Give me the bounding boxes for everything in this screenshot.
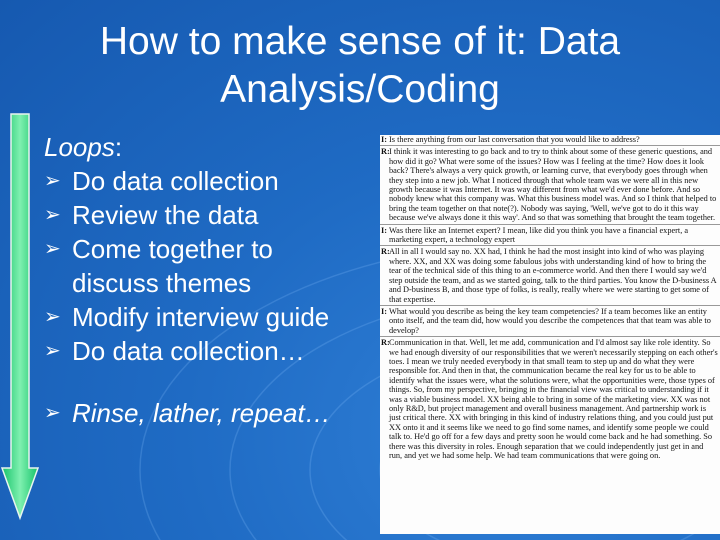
arrow-bullet-icon: ➢ [44,306,61,328]
loops-list [44,130,374,430]
transcript-entry: R: I think it was interesting to go back and to try to think about some of these generic questions, and how did it go? What were some of the issues? How was I feeling at the time? How does it look back? There's always a very quick growth, or learning curve, that everybody goes through when they step into a new job. What I noticed through that whole team was we were all in this new growth because it was Internet. It was way different from what we'd ever done before. And so nobody knew what this company was. What this business model was. And so I think that helped to bring the team together on that note(?). Nobody was saying, 'Well, we've got to do it this way because we've always done it this way'. And so that was something that brought the team together. [381,147,717,223]
arrow-bullet-icon: ➢ [44,402,61,424]
transcript-entry: I: What would you describe as being the key team competencies? If a team becomes like an entity onto itself, and the team did, how would you describe the competences that that team was able to develop? [381,306,711,335]
arrow-bullet-icon: ➢ [44,340,61,362]
list-item: ➢ Come together to discuss themes [44,234,273,298]
slide-title-line-2: Analysis/Coding [220,68,500,111]
arrow-bullet-icon: ➢ [44,170,61,192]
arrow-bullet-icon: ➢ [44,204,61,226]
interview-transcript-image [380,135,720,534]
slide-title [40,18,680,114]
transcript-entry: R: All in all I would say no. XX had, I think he had the most insight into kind of who was playing where. XX, and XX was doing some fabulous jobs with understanding kind of how to bring the tear of the technical side of this thing to an e-commerce world. And then there I would say we'd step outside the team, and as we started going, talk to the third parties. You know the D-business A and D-business B, and those type of folks, is really, really where we were starting to get some of that expertise. [381,247,717,304]
arrow-bullet-icon: ➢ [44,238,61,260]
list-item: ➢ Modify interview guide [44,302,330,332]
list-item: ➢ Do data collection… [44,336,305,366]
down-arrow-icon [0,112,40,522]
list-item: ➢ Do data collection [44,166,279,196]
list-item: ➢ Review the data [44,200,259,230]
transcript-entry: I: Is there anything from our last conversation that you would like to address? [381,135,640,144]
transcript-entry: I: Was there like an Internet expert? I mean, like did you think you have a financial expert, a marketing expert, a technology expert [381,225,689,245]
slide-title-line-1: How to make sense of it: Data [99,20,621,63]
transcript-entry: R: Communication in that. Well, let me add, communication and I'd almost say like role identity. So we had enough diversity of our responsibilities that we weren't necessarily stepping on each other's toes. I mean we truly needed everybody in that small team to step up and do what they were responsible for. And then in that, the communication became the real key for us to be able to identify what the issues were, what the solutions were, what the opportunities were, those types of things. So, from my perspective, bringing in the financial view was critical to understanding if it was a viable business model. XX being able to bring in some of the marketing view. XX was not only R&D, but project management and overall business management. And partnership work is just critical there. XX with bringing in this kind of industry relations thing, and you could just put XX onto it and it seems like we need to go find some names, and identify some people we could talk to. He'd go off for a few days and pretty soon he would come back and he had something. So there was this diversity in roles. Enough separation that we could independently just get in and run, and yet we had some help. We had team communications that were going on. [381,338,718,460]
loops-heading: Loops: [44,132,123,162]
list-item: ➢ Rinse, lather, repeat… [44,398,331,428]
